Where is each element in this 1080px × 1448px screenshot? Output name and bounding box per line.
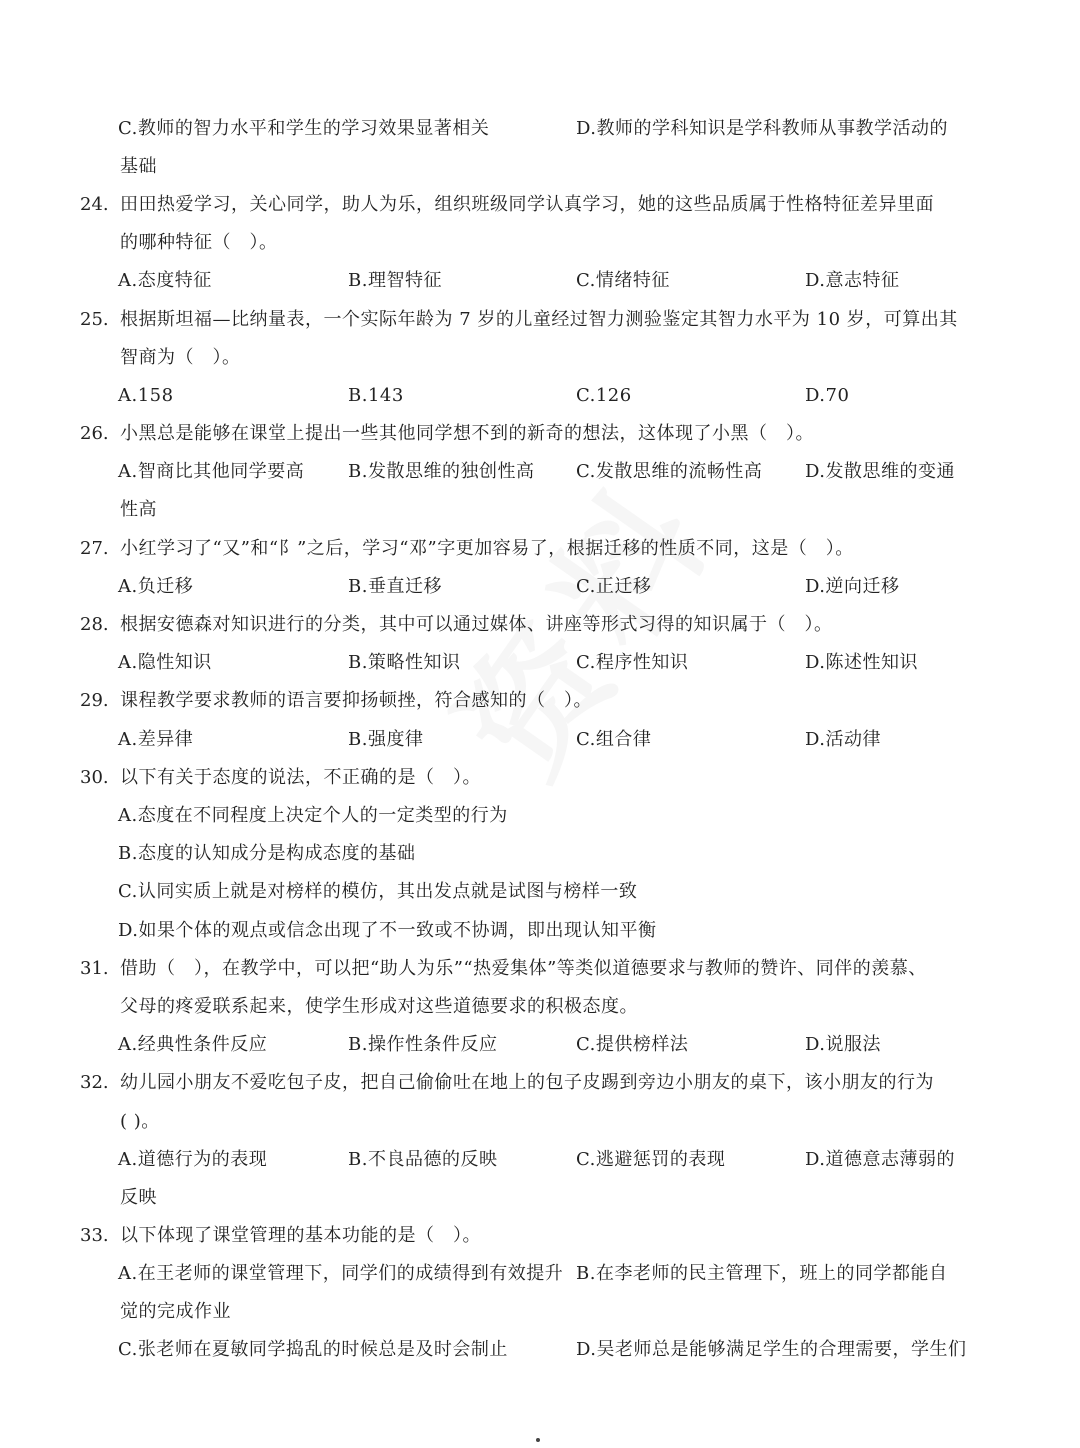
q29-option-c: C.组合律 [576, 729, 652, 750]
q28-option-b: B.策略性知识 [348, 652, 461, 673]
q24-option-b: B.理智特征 [348, 270, 442, 291]
q26-number: 26. [80, 423, 109, 444]
q27-number: 27. [80, 538, 109, 559]
q31-number: 31. [80, 958, 109, 979]
q26-option-a: A.智商比其他同学要高 [118, 461, 305, 482]
q26-stem-line1: 小黑总是能够在课堂上提出一些其他同学想不到的新奇的想法，这体现了小黑（ ）。 [120, 423, 814, 444]
q32-option-d-wrap: 反映 [120, 1187, 157, 1208]
q33-option-b-wrap: 觉的完成作业 [120, 1301, 231, 1322]
q30-stem-line1: 以下有关于态度的说法，不正确的是（ ）。 [120, 767, 481, 788]
q33-number: 33. [80, 1225, 109, 1246]
q24-option-c: C.情绪特征 [576, 270, 670, 291]
q32-option-a: A.道德行为的表现 [118, 1149, 268, 1170]
q24-number: 24. [80, 194, 109, 215]
q27-option-a: A.负迁移 [118, 576, 194, 597]
q33-option-b: B.在李老师的民主管理下，班上的同学都能自 [576, 1263, 948, 1284]
q25-option-b: B.143 [348, 385, 404, 406]
q32-stem-line2: ( )。 [120, 1111, 160, 1132]
q32-option-b: B.不良品德的反映 [348, 1149, 498, 1170]
q32-stem-line1: 幼儿园小朋友不爱吃包子皮，把自己偷偷吐在地上的包子皮踢到旁边小朋友的桌下，该小朋友的行为 [120, 1072, 934, 1093]
page-number-mark [536, 1438, 540, 1442]
q28-option-c: C.程序性知识 [576, 652, 689, 673]
q30-option-a: A.态度在不同程度上决定个人的一定类型的行为 [118, 805, 508, 826]
q29-option-a: A.差异律 [118, 729, 194, 750]
q29-stem-line1: 课程教学要求教师的语言要抑扬顿挫，符合感知的（ ）。 [120, 690, 592, 711]
q30-option-d: D.如果个体的观点或信念出现了不一致或不协调，即出现认知平衡 [118, 920, 657, 941]
q31-stem-line1: 借助（ ），在教学中，可以把“助人为乐”“热爱集体”等类似道德要求与教师的赞许、同伴的羡慕、 [120, 958, 927, 979]
q29-option-b: B.强度律 [348, 729, 424, 750]
q23-option-c: C.教师的智力水平和学生的学习效果显著相关 [118, 118, 490, 139]
q23-option-d-wrap: 基础 [120, 156, 157, 177]
q24-option-a: A.态度特征 [118, 270, 212, 291]
q26-option-d: D.发散思维的变通 [805, 461, 956, 482]
q33-stem-line1: 以下体现了课堂管理的基本功能的是（ ）。 [120, 1225, 481, 1246]
q29-number: 29. [80, 690, 109, 711]
q25-stem-line2: 智商为（ ）。 [120, 347, 241, 368]
q25-stem-line1: 根据斯坦福—比纳量表，一个实际年龄为 7 岁的儿童经过智力测验鉴定其智力水平为 10 岁，可算出其 [120, 309, 958, 330]
q27-stem-line1: 小红学习了“又”和“阝”之后，学习“邓”字更加容易了，根据迁移的性质不同，这是（ ）。 [120, 538, 854, 559]
q27-option-c: C.正迁移 [576, 576, 652, 597]
q24-stem-line2: 的哪种特征（ ）。 [120, 232, 278, 253]
q28-option-d: D.陈述性知识 [805, 652, 919, 673]
q30-option-c: C.认同实质上就是对榜样的模仿，其出发点就是试图与榜样一致 [118, 881, 638, 902]
q24-stem-line1: 田田热爱学习，关心同学，助人为乐，组织班级同学认真学习，她的这些品质属于性格特征差异里面 [120, 194, 934, 215]
q25-option-d: D.70 [805, 385, 850, 406]
q28-option-a: A.隐性知识 [118, 652, 212, 673]
q25-option-a: A.158 [118, 385, 174, 406]
q28-number: 28. [80, 614, 109, 635]
q29-option-d: D.活动律 [805, 729, 882, 750]
q31-option-b: B.操作性条件反应 [348, 1034, 498, 1055]
q33-option-a: A.在王老师的课堂管理下，同学们的成绩得到有效提升 [118, 1263, 564, 1284]
q31-stem-line2: 父母的疼爱联系起来，使学生形成对这些道德要求的积极态度。 [120, 996, 638, 1017]
q30-option-b: B.态度的认知成分是构成态度的基础 [118, 843, 416, 864]
q24-option-d: D.意志特征 [805, 270, 900, 291]
q32-number: 32. [80, 1072, 109, 1093]
q33-option-d: D.吴老师总是能够满足学生的合理需要，学生们 [576, 1339, 967, 1360]
q33-option-c: C.张老师在夏敏同学捣乱的时候总是及时会制止 [118, 1339, 508, 1360]
q31-option-a: A.经典性条件反应 [118, 1034, 268, 1055]
q31-option-c: C.提供榜样法 [576, 1034, 689, 1055]
q27-option-d: D.逆向迁移 [805, 576, 900, 597]
q32-option-d: D.道德意志薄弱的 [805, 1149, 956, 1170]
q25-option-c: C.126 [576, 385, 632, 406]
q28-stem-line1: 根据安德森对知识进行的分类，其中可以通过媒体、讲座等形式习得的知识属于（ ）。 [120, 614, 833, 635]
q31-option-d: D.说服法 [805, 1034, 882, 1055]
q27-option-b: B.垂直迁移 [348, 576, 442, 597]
q32-option-c: C.逃避惩罚的表现 [576, 1149, 726, 1170]
q26-option-c: C.发散思维的流畅性高 [576, 461, 763, 482]
q23-option-d: D.教师的学科知识是学科教师从事教学活动的 [576, 118, 949, 139]
q26-option-d-wrap: 性高 [120, 499, 157, 520]
q25-number: 25. [80, 309, 109, 330]
q30-number: 30. [80, 767, 109, 788]
q26-option-b: B.发散思维的独创性高 [348, 461, 535, 482]
